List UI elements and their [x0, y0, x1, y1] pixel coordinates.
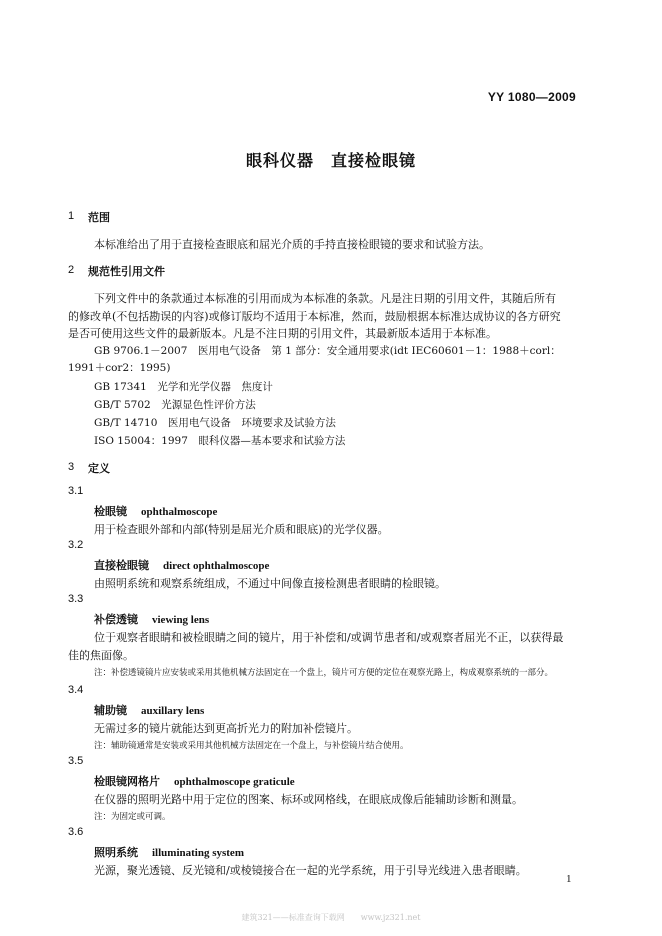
- term-english: direct ophthalmoscope: [163, 560, 270, 572]
- definition-text: 用于检查眼外部和内部(特别是屈光介质和眼底)的光学仪器。: [94, 523, 389, 536]
- section-1-heading: 范围: [88, 211, 110, 224]
- definition-text: 无需过多的镜片就能达到更高折光力的附加补偿镜片。: [94, 722, 358, 735]
- term-chinese: 检眼镜网格片: [94, 775, 160, 788]
- page-number: 1: [566, 873, 572, 885]
- definition-term: [94, 611, 209, 627]
- section-2-paragraph-line: 是否可使用这些文件的最新版本。凡是不注日期的引用文件，其最新版本适用于本标准。: [68, 327, 497, 340]
- reference-item: GB 17341 光学和光学仪器 焦度计: [94, 381, 273, 393]
- reference-item: GB/T 5702 光源显色性评价方法: [94, 399, 256, 411]
- definition-note: 注：辅助镜通常是安装或采用其他机械方法固定在一个盘上，与补偿镜片结合使用。: [94, 741, 409, 751]
- term-chinese: 辅助镜: [94, 704, 127, 717]
- definition-number: 3.5: [68, 755, 84, 767]
- term-english: ophthalmoscope graticule: [174, 776, 295, 788]
- section-2-number: 2: [68, 264, 75, 276]
- definition-number: 3.3: [68, 593, 84, 605]
- standard-number: YY 1080—2009: [487, 90, 576, 104]
- document-title: 眼科仪器 直接检眼镜: [245, 151, 416, 170]
- term-chinese: 补偿透镜: [94, 613, 138, 626]
- definition-text: 位于观察者眼睛和被检眼睛之间的镜片，用于补偿和/或调节患者和/或观察者屈光不正，以获得最: [94, 631, 564, 644]
- definition-number: 3.1: [68, 485, 84, 497]
- definition-term: [94, 503, 217, 519]
- section-2-heading: 规范性引用文件: [88, 265, 165, 278]
- term-chinese: 照明系统: [94, 846, 138, 859]
- reference-item: 1991＋cor2：1995): [68, 362, 171, 374]
- definition-text: 佳的焦面像。: [68, 649, 134, 662]
- term-english: illuminating system: [152, 847, 244, 859]
- section-3-number: 3: [68, 461, 75, 473]
- section-2-paragraph-line: 下列文件中的条款通过本标准的引用而成为本标准的条款。凡是注日期的引用文件，其随后所有: [94, 292, 556, 305]
- section-2-paragraph-line: 的修改单(不包括勘误的内容)或修订版均不适用于本标准，然而，鼓励根据本标准达成协议的各方研究: [68, 310, 561, 323]
- definition-term: [94, 557, 269, 573]
- definition-number: 3.4: [68, 684, 84, 696]
- term-chinese: 直接检眼镜: [94, 559, 149, 572]
- definition-text: 由照明系统和观察系统组成，不通过中间像直接检测患者眼睛的检眼镜。: [94, 577, 446, 590]
- definition-term: [94, 773, 295, 789]
- term-english: ophthalmoscope: [141, 506, 218, 518]
- section-1-text: 本标准给出了用于直接检查眼底和屈光介质的手持直接检眼镜的要求和试验方法。: [94, 238, 490, 251]
- definition-text: 在仪器的照明光路中用于定位的图案、标环或网格线，在眼底成像后能辅助诊断和测量。: [94, 793, 523, 806]
- term-english: auxillary lens: [141, 705, 205, 717]
- reference-item: ISO 15004：1997 眼科仪器—基本要求和试验方法: [94, 435, 346, 447]
- reference-item: GB 9706.1－2007 医用电气设备 第 1 部分：安全通用要求(idt IEC60601－1：1988＋corl：: [94, 345, 561, 357]
- definition-note: 注：补偿透镜镜片应安装或采用其他机械方法固定在一个盘上，镜片可方便的定位在观察光路上，构成观察系统的一部分。: [94, 668, 554, 678]
- definition-term: [94, 844, 244, 860]
- reference-item: GB/T 14710 医用电气设备 环境要求及试验方法: [94, 417, 336, 429]
- definition-term: [94, 702, 204, 718]
- definition-number: 3.6: [68, 826, 84, 838]
- definition-text: 光源，聚光透镜、反光镜和/或棱镜接合在一起的光学系统，用于引导光线进入患者眼睛。: [94, 864, 527, 877]
- watermark: 建筑321——标准查询下载网 www.jz321.net: [241, 913, 421, 922]
- section-3-heading: 定义: [88, 462, 110, 475]
- term-english: viewing lens: [152, 614, 210, 626]
- definition-number: 3.2: [68, 539, 84, 551]
- definition-note: 注：为固定或可调。: [94, 812, 171, 822]
- term-chinese: 检眼镜: [94, 505, 127, 518]
- section-1-number: 1: [68, 210, 75, 222]
